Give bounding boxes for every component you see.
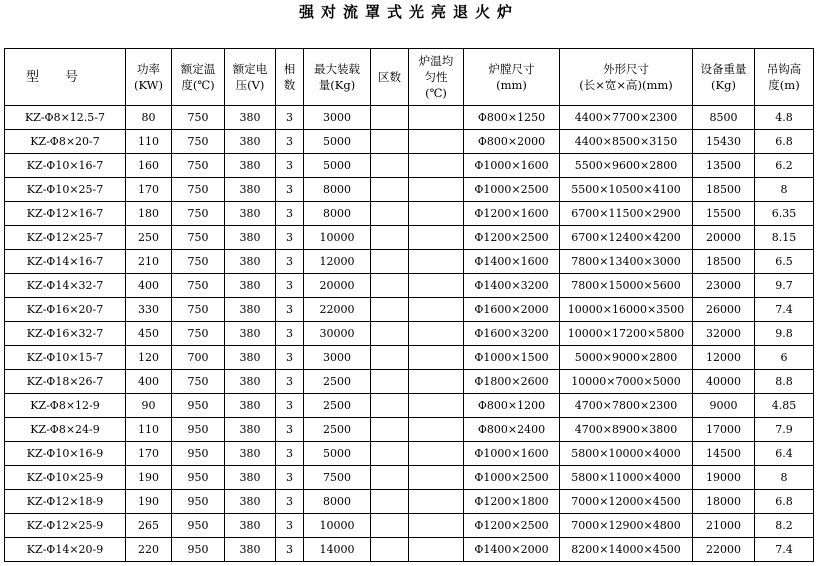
cell-rated-voltage: 380 (225, 298, 276, 322)
cell-overall-size: 5800×10000×4000 (560, 442, 693, 466)
cell-max-load: 22000 (304, 298, 371, 322)
cell-zones (371, 298, 409, 322)
cell-rated-temp: 950 (172, 418, 225, 442)
cell-overall-size: 6700×11500×2900 (560, 202, 693, 226)
header-power: 功率 (KW) (126, 49, 172, 106)
cell-max-load: 3000 (304, 346, 371, 370)
cell-max-load: 14000 (304, 538, 371, 562)
header-row (5, 49, 814, 106)
cell-overall-size: 5000×9000×2800 (560, 346, 693, 370)
cell-hook-height: 7.9 (755, 418, 814, 442)
cell-max-load: 8000 (304, 202, 371, 226)
cell-model: KZ-Φ12×16-7 (5, 202, 126, 226)
cell-hook-height: 8 (755, 178, 814, 202)
cell-rated-voltage: 380 (225, 346, 276, 370)
cell-weight: 15500 (693, 202, 755, 226)
cell-power: 120 (126, 346, 172, 370)
cell-weight: 40000 (693, 370, 755, 394)
header-zones: 区数 (371, 49, 409, 106)
table-row (5, 370, 814, 394)
cell-weight: 18500 (693, 178, 755, 202)
cell-overall-size: 10000×17200×5800 (560, 322, 693, 346)
cell-rated-voltage: 380 (225, 154, 276, 178)
cell-overall-size: 4700×8900×3800 (560, 418, 693, 442)
cell-chamber-size: Φ1400×3200 (464, 274, 560, 298)
cell-power: 220 (126, 538, 172, 562)
cell-power: 160 (126, 154, 172, 178)
cell-rated-voltage: 380 (225, 178, 276, 202)
table-row (5, 466, 814, 490)
cell-rated-voltage: 380 (225, 250, 276, 274)
cell-chamber-size: Φ800×2400 (464, 418, 560, 442)
cell-phase: 3 (276, 322, 304, 346)
cell-rated-temp: 700 (172, 346, 225, 370)
table-row (5, 250, 814, 274)
cell-phase: 3 (276, 370, 304, 394)
cell-chamber-size: Φ1000×2500 (464, 178, 560, 202)
cell-uniformity (409, 130, 464, 154)
cell-phase: 3 (276, 490, 304, 514)
cell-model: KZ-Φ10×16-9 (5, 442, 126, 466)
header-model: 型号 (5, 49, 126, 106)
cell-model: KZ-Φ10×25-7 (5, 178, 126, 202)
cell-rated-temp: 750 (172, 130, 225, 154)
cell-phase: 3 (276, 514, 304, 538)
header-overall-size: 外形尺寸 (长×宽×高)(mm) (560, 49, 693, 106)
cell-model: KZ-Φ12×18-9 (5, 490, 126, 514)
cell-max-load: 8000 (304, 178, 371, 202)
cell-uniformity (409, 154, 464, 178)
cell-rated-temp: 950 (172, 514, 225, 538)
cell-overall-size: 10000×7000×5000 (560, 370, 693, 394)
cell-chamber-size: Φ1000×1600 (464, 154, 560, 178)
header-hook-height: 吊钩高 度(m) (755, 49, 814, 106)
header-rated-voltage: 额定电 压(V) (225, 49, 276, 106)
cell-zones (371, 226, 409, 250)
cell-max-load: 7500 (304, 466, 371, 490)
cell-chamber-size: Φ1800×2600 (464, 370, 560, 394)
cell-chamber-size: Φ800×1200 (464, 394, 560, 418)
cell-max-load: 10000 (304, 226, 371, 250)
cell-overall-size: 4400×8500×3150 (560, 130, 693, 154)
cell-hook-height: 4.85 (755, 394, 814, 418)
cell-chamber-size: Φ1600×2000 (464, 298, 560, 322)
cell-hook-height: 9.7 (755, 274, 814, 298)
table-row (5, 106, 814, 130)
cell-phase: 3 (276, 346, 304, 370)
table-row (5, 346, 814, 370)
cell-model: KZ-Φ14×20-9 (5, 538, 126, 562)
cell-chamber-size: Φ1200×1800 (464, 490, 560, 514)
table-row (5, 490, 814, 514)
cell-model: KZ-Φ10×15-7 (5, 346, 126, 370)
cell-rated-voltage: 380 (225, 466, 276, 490)
cell-phase: 3 (276, 202, 304, 226)
cell-hook-height: 8.2 (755, 514, 814, 538)
cell-rated-temp: 750 (172, 250, 225, 274)
cell-phase: 3 (276, 538, 304, 562)
cell-rated-temp: 750 (172, 226, 225, 250)
cell-overall-size: 5500×10500×4100 (560, 178, 693, 202)
cell-max-load: 2500 (304, 394, 371, 418)
cell-hook-height: 6 (755, 346, 814, 370)
cell-phase: 3 (276, 298, 304, 322)
cell-model: KZ-Φ14×32-7 (5, 274, 126, 298)
cell-uniformity (409, 202, 464, 226)
header-max-load: 最大装载 量(Kg) (304, 49, 371, 106)
cell-overall-size: 7800×13400×3000 (560, 250, 693, 274)
table-row (5, 202, 814, 226)
cell-uniformity (409, 370, 464, 394)
cell-zones (371, 130, 409, 154)
table-row (5, 178, 814, 202)
cell-rated-temp: 750 (172, 106, 225, 130)
cell-power: 450 (126, 322, 172, 346)
cell-hook-height: 8.8 (755, 370, 814, 394)
cell-hook-height: 6.5 (755, 250, 814, 274)
cell-uniformity (409, 514, 464, 538)
cell-model: KZ-Φ10×16-7 (5, 154, 126, 178)
cell-weight: 21000 (693, 514, 755, 538)
cell-overall-size: 10000×16000×3500 (560, 298, 693, 322)
cell-zones (371, 106, 409, 130)
cell-chamber-size: Φ1000×1500 (464, 346, 560, 370)
header-uniformity: 炉温均 匀性 (℃) (409, 49, 464, 106)
cell-zones (371, 442, 409, 466)
cell-power: 110 (126, 130, 172, 154)
cell-overall-size: 4700×7800×2300 (560, 394, 693, 418)
cell-zones (371, 250, 409, 274)
cell-chamber-size: Φ1200×2500 (464, 226, 560, 250)
cell-phase: 3 (276, 130, 304, 154)
cell-rated-temp: 950 (172, 466, 225, 490)
cell-power: 265 (126, 514, 172, 538)
cell-max-load: 2500 (304, 370, 371, 394)
cell-power: 210 (126, 250, 172, 274)
cell-uniformity (409, 226, 464, 250)
cell-zones (371, 466, 409, 490)
cell-weight: 18000 (693, 490, 755, 514)
cell-power: 400 (126, 370, 172, 394)
cell-model: KZ-Φ14×16-7 (5, 250, 126, 274)
cell-uniformity (409, 178, 464, 202)
cell-model: KZ-Φ10×25-9 (5, 466, 126, 490)
cell-phase: 3 (276, 274, 304, 298)
cell-zones (371, 154, 409, 178)
cell-weight: 22000 (693, 538, 755, 562)
cell-chamber-size: Φ1600×3200 (464, 322, 560, 346)
cell-chamber-size: Φ800×2000 (464, 130, 560, 154)
cell-model: KZ-Φ12×25-9 (5, 514, 126, 538)
cell-zones (371, 514, 409, 538)
cell-rated-temp: 750 (172, 274, 225, 298)
cell-uniformity (409, 490, 464, 514)
cell-max-load: 5000 (304, 154, 371, 178)
cell-hook-height: 6.2 (755, 154, 814, 178)
cell-overall-size: 7000×12900×4800 (560, 514, 693, 538)
cell-uniformity (409, 418, 464, 442)
cell-rated-temp: 750 (172, 154, 225, 178)
cell-phase: 3 (276, 442, 304, 466)
cell-hook-height: 8 (755, 466, 814, 490)
cell-overall-size: 5800×11000×4000 (560, 466, 693, 490)
header-chamber-size: 炉膛尺寸 (mm) (464, 49, 560, 106)
cell-phase: 3 (276, 418, 304, 442)
cell-rated-voltage: 380 (225, 394, 276, 418)
cell-zones (371, 178, 409, 202)
cell-chamber-size: Φ1400×1600 (464, 250, 560, 274)
cell-chamber-size: Φ1000×2500 (464, 466, 560, 490)
cell-zones (371, 202, 409, 226)
table-row (5, 322, 814, 346)
cell-max-load: 20000 (304, 274, 371, 298)
cell-uniformity (409, 106, 464, 130)
cell-zones (371, 370, 409, 394)
table-row (5, 538, 814, 562)
cell-zones (371, 490, 409, 514)
cell-weight: 15430 (693, 130, 755, 154)
cell-weight: 18500 (693, 250, 755, 274)
cell-power: 330 (126, 298, 172, 322)
cell-hook-height: 7.4 (755, 298, 814, 322)
cell-zones (371, 418, 409, 442)
cell-phase: 3 (276, 154, 304, 178)
cell-phase: 3 (276, 250, 304, 274)
cell-overall-size: 8200×14000×4500 (560, 538, 693, 562)
cell-power: 250 (126, 226, 172, 250)
cell-hook-height: 9.8 (755, 322, 814, 346)
cell-phase: 3 (276, 394, 304, 418)
cell-rated-temp: 750 (172, 178, 225, 202)
cell-hook-height: 6.35 (755, 202, 814, 226)
cell-power: 90 (126, 394, 172, 418)
cell-phase: 3 (276, 466, 304, 490)
cell-overall-size: 7000×12000×4500 (560, 490, 693, 514)
cell-rated-temp: 950 (172, 394, 225, 418)
cell-power: 170 (126, 178, 172, 202)
cell-power: 400 (126, 274, 172, 298)
cell-weight: 14500 (693, 442, 755, 466)
cell-zones (371, 274, 409, 298)
cell-rated-voltage: 380 (225, 106, 276, 130)
cell-model: KZ-Φ16×32-7 (5, 322, 126, 346)
cell-uniformity (409, 442, 464, 466)
cell-rated-voltage: 380 (225, 130, 276, 154)
cell-overall-size: 6700×12400×4200 (560, 226, 693, 250)
cell-max-load: 10000 (304, 514, 371, 538)
header-phase: 相 数 (276, 49, 304, 106)
cell-uniformity (409, 538, 464, 562)
cell-weight: 8500 (693, 106, 755, 130)
cell-rated-voltage: 380 (225, 226, 276, 250)
cell-hook-height: 4.8 (755, 106, 814, 130)
cell-zones (371, 322, 409, 346)
cell-rated-voltage: 380 (225, 538, 276, 562)
table-row (5, 514, 814, 538)
cell-max-load: 3000 (304, 106, 371, 130)
cell-zones (371, 394, 409, 418)
cell-weight: 12000 (693, 346, 755, 370)
cell-max-load: 8000 (304, 490, 371, 514)
cell-power: 170 (126, 442, 172, 466)
table-row (5, 226, 814, 250)
table-row (5, 418, 814, 442)
cell-overall-size: 7800×15000×5600 (560, 274, 693, 298)
cell-hook-height: 6.4 (755, 442, 814, 466)
cell-model: KZ-Φ8×24-9 (5, 418, 126, 442)
cell-chamber-size: Φ1200×2500 (464, 514, 560, 538)
cell-uniformity (409, 346, 464, 370)
cell-weight: 13500 (693, 154, 755, 178)
cell-rated-voltage: 380 (225, 202, 276, 226)
cell-weight: 20000 (693, 226, 755, 250)
header-rated-temp: 额定温 度(℃) (172, 49, 225, 106)
cell-uniformity (409, 250, 464, 274)
cell-weight: 17000 (693, 418, 755, 442)
cell-rated-temp: 750 (172, 202, 225, 226)
cell-rated-temp: 950 (172, 490, 225, 514)
cell-max-load: 5000 (304, 130, 371, 154)
cell-power: 190 (126, 490, 172, 514)
cell-power: 190 (126, 466, 172, 490)
cell-rated-voltage: 380 (225, 370, 276, 394)
table-row (5, 154, 814, 178)
cell-weight: 23000 (693, 274, 755, 298)
cell-power: 110 (126, 418, 172, 442)
cell-weight: 19000 (693, 466, 755, 490)
cell-uniformity (409, 466, 464, 490)
cell-chamber-size: Φ1000×1600 (464, 442, 560, 466)
cell-hook-height: 8.15 (755, 226, 814, 250)
cell-model: KZ-Φ18×26-7 (5, 370, 126, 394)
cell-rated-temp: 950 (172, 442, 225, 466)
cell-rated-temp: 950 (172, 538, 225, 562)
cell-rated-voltage: 380 (225, 514, 276, 538)
table-row (5, 298, 814, 322)
cell-max-load: 12000 (304, 250, 371, 274)
cell-rated-voltage: 380 (225, 274, 276, 298)
cell-weight: 32000 (693, 322, 755, 346)
cell-phase: 3 (276, 178, 304, 202)
cell-rated-voltage: 380 (225, 418, 276, 442)
cell-zones (371, 538, 409, 562)
cell-overall-size: 4400×7700×2300 (560, 106, 693, 130)
cell-model: KZ-Φ8×12-9 (5, 394, 126, 418)
cell-hook-height: 6.8 (755, 130, 814, 154)
cell-rated-temp: 750 (172, 370, 225, 394)
cell-uniformity (409, 274, 464, 298)
cell-model: KZ-Φ8×12.5-7 (5, 106, 126, 130)
table-row (5, 394, 814, 418)
cell-phase: 3 (276, 226, 304, 250)
spec-table-body (5, 106, 814, 562)
cell-max-load: 2500 (304, 418, 371, 442)
cell-overall-size: 5500×9600×2800 (560, 154, 693, 178)
cell-rated-voltage: 380 (225, 322, 276, 346)
cell-rated-voltage: 380 (225, 442, 276, 466)
cell-max-load: 5000 (304, 442, 371, 466)
cell-hook-height: 7.4 (755, 538, 814, 562)
cell-max-load: 30000 (304, 322, 371, 346)
cell-uniformity (409, 322, 464, 346)
cell-power: 80 (126, 106, 172, 130)
cell-rated-temp: 750 (172, 322, 225, 346)
header-weight: 设备重量 (Kg) (693, 49, 755, 106)
cell-model: KZ-Φ16×20-7 (5, 298, 126, 322)
cell-model: KZ-Φ12×25-7 (5, 226, 126, 250)
cell-chamber-size: Φ800×1250 (464, 106, 560, 130)
table-row (5, 130, 814, 154)
cell-zones (371, 346, 409, 370)
cell-weight: 9000 (693, 394, 755, 418)
cell-uniformity (409, 394, 464, 418)
cell-hook-height: 6.8 (755, 490, 814, 514)
cell-rated-temp: 750 (172, 298, 225, 322)
cell-phase: 3 (276, 106, 304, 130)
cell-chamber-size: Φ1400×2000 (464, 538, 560, 562)
cell-uniformity (409, 298, 464, 322)
spec-table (4, 48, 814, 562)
cell-model: KZ-Φ8×20-7 (5, 130, 126, 154)
cell-rated-voltage: 380 (225, 490, 276, 514)
cell-weight: 26000 (693, 298, 755, 322)
table-row (5, 442, 814, 466)
cell-power: 180 (126, 202, 172, 226)
cell-chamber-size: Φ1200×1600 (464, 202, 560, 226)
page-title: 强对流罩式光亮退火炉 (298, 3, 519, 21)
table-row (5, 274, 814, 298)
